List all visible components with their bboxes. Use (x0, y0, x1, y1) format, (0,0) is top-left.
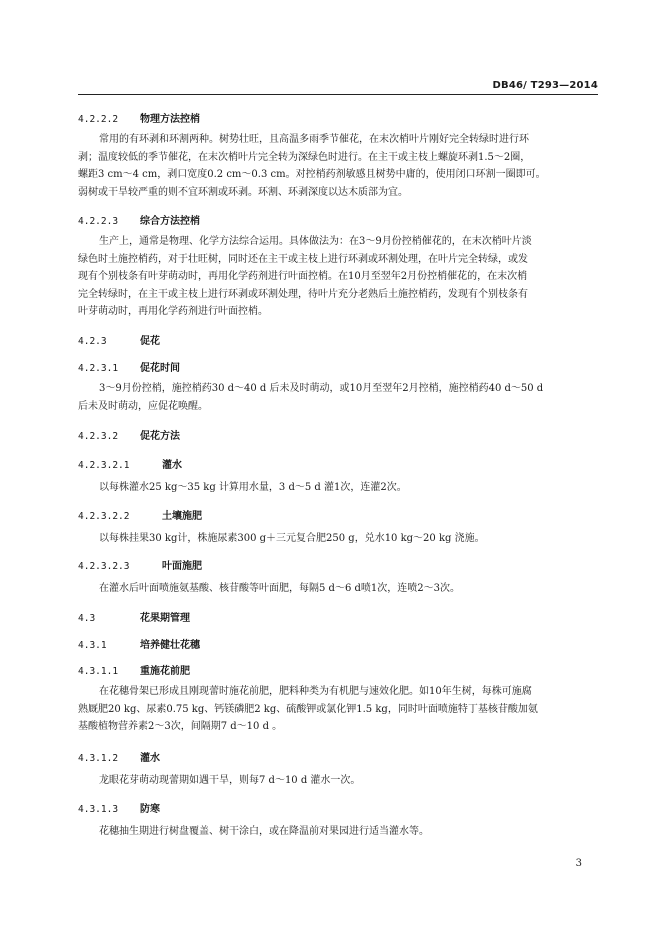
standard-code: DB46/ T293—2014 (492, 80, 598, 91)
section-title: 灌水 (162, 460, 182, 471)
paragraph-line: 在灌水后叶面喷施氨基酸、核苷酸等叶面肥，每隔5 d～6 d喷1次，连喷2～3次。 (99, 583, 460, 594)
section-title: 土壤施肥 (162, 511, 202, 522)
section-number: 4.3 (78, 613, 96, 624)
paragraph-line: 在花穗骨架已形成且刚现蕾时施花前肥，肥料种类为有机肥与速效化肥。如10年生树，每株可施腐 (99, 686, 532, 697)
section-heading (78, 212, 200, 227)
paragraph (78, 479, 598, 497)
section-title: 培养健壮花穗 (140, 640, 200, 651)
paragraph-line: 基酸植物营养素2～3次，间隔期7 d～10 d 。 (78, 721, 283, 732)
section-number: 4.2.3.1 (78, 363, 119, 374)
paragraph (78, 131, 598, 201)
section-number: 4.3.1.1 (78, 666, 119, 677)
paragraph-line: 以每株灌水25 kg～35 kg 计算用水量，3 d～5 d 灌1次，连灌2次。 (99, 482, 407, 493)
section-number: 4.2.3.2 (78, 431, 119, 442)
section-title: 综合方法控梢 (140, 216, 200, 227)
section-heading (78, 749, 160, 764)
paragraph-line: 熟厩肥20 kg、尿素0.75 kg、钙镁磷肥2 kg、硫酸钾或氯化钾1.5 kg，同时叶面喷施特丁基核苷酸加氨 (78, 703, 538, 715)
paragraph (78, 580, 598, 598)
page-number: 3 (575, 858, 582, 869)
section-title: 灌水 (140, 753, 160, 764)
paragraph-line: 现有个别枝条有叶芽萌动时，再用化学药剂进行叶面控梢。在10月至翌年2月份控梢催花的，在末次梢 (78, 271, 528, 282)
section-heading (78, 557, 202, 572)
section-number: 4.2.2.2 (78, 114, 119, 125)
paragraph-line: 绿色时土施控梢药，对于壮旺树，同时还在主干或主枝上进行环剥或环割处理，在叶片完全转绿，或发 (78, 253, 528, 265)
section-number: 4.2.3.2.2 (78, 511, 130, 522)
section-heading (78, 507, 202, 522)
section-heading (78, 427, 180, 442)
section-title: 防寒 (140, 804, 160, 815)
paragraph-line: 以每株挂果30 kg计，株施尿素300 g＋三元复合肥250 g，兑水10 kg～20 kg 浇施。 (99, 533, 485, 544)
section-heading (78, 636, 200, 651)
section-heading (78, 800, 160, 815)
paragraph-line: 叶芽萌动时，再用化学药剂进行叶面控梢。 (78, 306, 268, 317)
section-title: 促花时间 (140, 363, 180, 374)
paragraph (78, 233, 598, 321)
paragraph (78, 380, 598, 415)
header-rule (78, 94, 598, 95)
paragraph-line: 生产上，通常是物理、化学方法综合运用。具体做法为：在3～9月份控梢催花的，在末次梢叶片淡 (99, 236, 532, 247)
section-heading (78, 456, 182, 471)
section-title: 花果期管理 (140, 613, 190, 624)
section-heading (78, 662, 190, 677)
section-heading (78, 359, 180, 374)
section-number: 4.3.1.3 (78, 804, 119, 815)
paragraph-line: 常用的有环剥和环割两种。树势壮旺，且高温多雨季节催花，在末次梢叶片刚好完全转绿时进行环 (99, 134, 529, 145)
section-number: 4.2.2.3 (78, 216, 119, 227)
section-number: 4.2.3 (78, 336, 107, 347)
paragraph-line: 弱树或干旱较严重的则不宜环割或环剥。环割、环剥深度以达木质部为宜。 (78, 186, 408, 198)
section-number: 4.2.3.2.3 (78, 561, 130, 572)
paragraph-line: 花穗抽生期进行树盘覆盖、树干涂白，或在降温前对果园进行适当灌水等。 (99, 826, 429, 837)
section-number: 4.3.1 (78, 640, 107, 651)
section-heading (78, 110, 200, 125)
paragraph (78, 772, 598, 790)
paragraph-line: 完全转绿时，在主干或主枝上进行环剥或环割处理，待叶片充分老熟后土施控梢药，发现有个别枝条有 (78, 288, 528, 300)
section-number: 4.2.3.2.1 (78, 460, 130, 471)
paragraph (78, 823, 598, 841)
section-title: 重施花前肥 (140, 666, 190, 677)
paragraph-line: 螺距3 cm～4 cm，剥口宽度0.2 cm～0.3 cm。对控梢药剂敏感且树势中庸的，使用闭口环割一圈即可。 (78, 169, 546, 180)
paragraph (78, 683, 598, 736)
paragraph-line: 后未及时萌动，应促花唤醒。 (78, 400, 208, 412)
section-number: 4.3.1.2 (78, 753, 119, 764)
section-heading (78, 609, 190, 624)
section-title: 物理方法控梢 (140, 114, 200, 125)
paragraph-line: 3～9月份控梢，施控梢药30 d～40 d 后未及时萌动，或10月至翌年2月控梢，施控梢药40 d～50 d (99, 383, 544, 394)
paragraph (78, 530, 598, 548)
section-title: 叶面施肥 (162, 561, 202, 572)
section-title: 促花方法 (140, 431, 180, 442)
paragraph-line: 龙眼花芽萌动现蕾期如遇干旱，则每7 d～10 d 灌水一次。 (99, 775, 361, 786)
section-title: 促花 (140, 336, 160, 347)
section-heading (78, 332, 160, 347)
paragraph-line: 剥；温度较低的季节催花，在末次梢叶片完全转为深绿色时进行。在主干或主枝上螺旋环剥1.5～2圈， (78, 151, 531, 163)
